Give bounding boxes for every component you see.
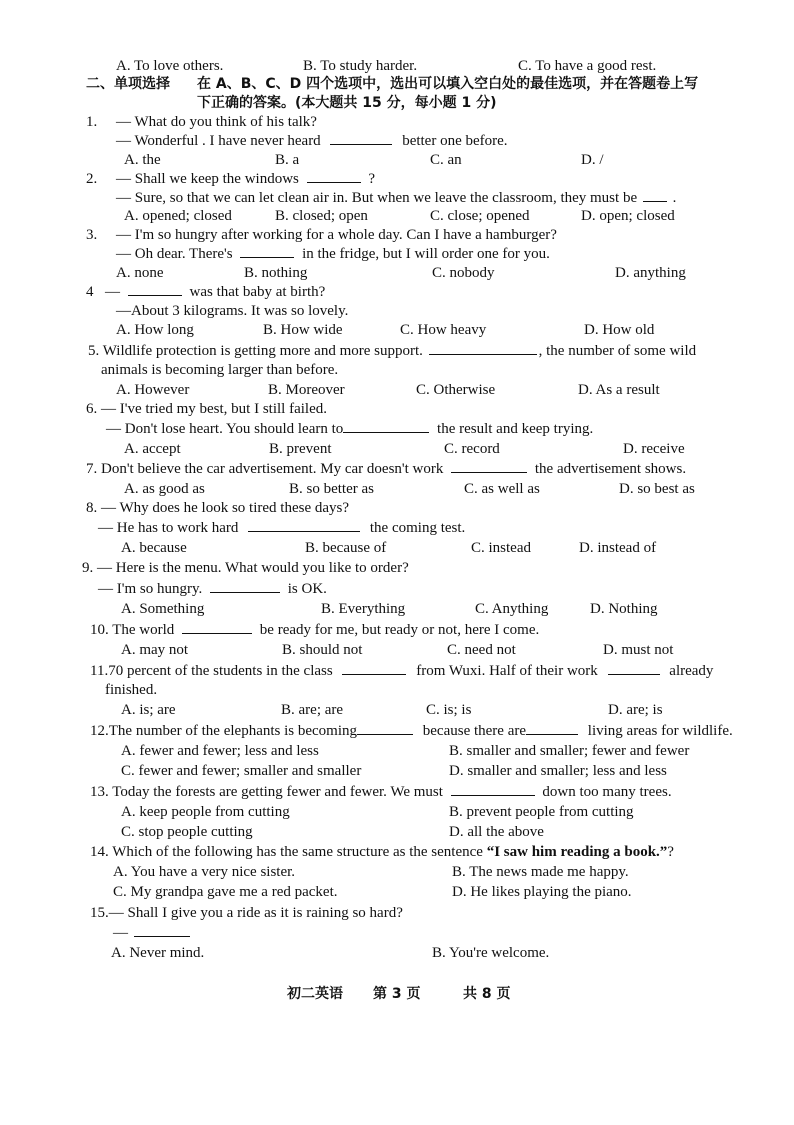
option: D. anything (615, 265, 686, 281)
question-stem: —About 3 kilograms. It was so lovely. (116, 303, 349, 319)
option: C. instead (471, 540, 531, 556)
question-stem: 8. — Why does he look so tired these days? (86, 500, 350, 516)
option: D. smaller and smaller; less and less (449, 763, 667, 779)
answer-blank (342, 662, 406, 675)
question-stem: finished. (105, 682, 158, 698)
stem-text: — He has to work hard (98, 520, 239, 536)
option: B. Moreover (268, 382, 345, 398)
option: D. instead of (579, 540, 657, 556)
stem-text: down too many trees. (542, 784, 672, 800)
question-stem: — I'm so hungry after working for a whole day. Can I have a hamburger? (116, 227, 557, 243)
option: A. the (124, 152, 161, 168)
stem-text: — (105, 284, 120, 300)
option: D. must not (603, 642, 674, 658)
answer-blank (307, 170, 361, 183)
option: B. Everything (321, 601, 406, 617)
stem-text: because there are (422, 723, 527, 739)
question-stem (98, 580, 327, 598)
stem-text: — I'm so hungry. (98, 581, 203, 597)
option: A. as good as (124, 481, 205, 497)
stem-text: the result and keep trying. (437, 421, 594, 437)
stem-text: — Oh dear. There's (116, 246, 233, 262)
stem-text: the coming test. (369, 520, 466, 536)
option: B. prevent people from cutting (449, 804, 634, 820)
question-number: 2. (86, 171, 98, 187)
option: A. opened; closed (124, 208, 232, 224)
answer-blank (128, 283, 182, 296)
answer-blank (643, 189, 667, 202)
option: A. keep people from cutting (121, 804, 290, 820)
option: D. all the above (449, 824, 544, 840)
stem-text: is OK. (287, 581, 327, 597)
option: C. as well as (464, 481, 540, 497)
stem-text: in the fridge, but I will order one for you. (302, 246, 550, 262)
option: A. none (116, 265, 164, 281)
option: A. is; are (121, 702, 176, 718)
question-stem (86, 460, 686, 478)
stem-text: — Shall we keep the windows (116, 171, 299, 187)
option: B. so better as (289, 481, 374, 497)
question-stem (116, 245, 550, 263)
option: A. because (121, 540, 187, 556)
question-stem: 9. — Here is the menu. What would you like to order? (82, 560, 409, 576)
stem-text: 10. The world (90, 622, 175, 638)
question-stem (90, 662, 713, 680)
option: A. Something (121, 601, 205, 617)
option: B. smaller and smaller; fewer and fewer (449, 743, 690, 759)
stem-text: — Wonderful . I have never heard (116, 133, 321, 149)
question-stem: animals is becoming larger than before. (101, 362, 339, 378)
stem-quoted-sentence: “I saw him reading a book.” (486, 844, 668, 860)
option: D. / (581, 152, 604, 168)
option: C. close; opened (430, 208, 530, 224)
option: C. stop people cutting (121, 824, 253, 840)
question-stem (90, 722, 733, 740)
answer-blank (134, 924, 190, 937)
option: D. open; closed (581, 208, 675, 224)
option: D. so best as (619, 481, 695, 497)
answer-blank (357, 722, 413, 735)
stem-text: , the number of some wild (538, 343, 697, 359)
question-stem (88, 342, 696, 360)
option: B. because of (305, 540, 387, 556)
option: A. may not (121, 642, 189, 658)
answer-blank (343, 420, 429, 433)
answer-blank (526, 722, 578, 735)
option: A. However (116, 382, 190, 398)
footer-subject: 初二英语 (287, 986, 343, 1002)
stem-text: — (113, 925, 128, 941)
answer-blank (429, 342, 537, 355)
footer-page-number: 第 3 页 (373, 986, 421, 1002)
option: B. nothing (244, 265, 308, 281)
question-stem (116, 170, 375, 188)
answer-blank (240, 245, 294, 258)
stem-text: living areas for wildlife. (587, 723, 733, 739)
stem-text: 14. Which of the following has the same structure as the sentence (90, 844, 483, 860)
stem-text: — Don't lose heart. You should learn to (106, 421, 344, 437)
option: B. a (275, 152, 300, 168)
option: B. are; are (281, 702, 344, 718)
stem-text: 7. Don't believe the car advertisement. My car doesn't work (86, 461, 444, 477)
option: C. Anything (475, 601, 549, 617)
question-stem (116, 132, 508, 150)
answer-blank (248, 519, 360, 532)
question-stem (90, 621, 539, 639)
stem-text: 11.70 percent of the students in the class (90, 663, 333, 679)
prev-option-a: A. To love others. (116, 58, 224, 74)
question-stem (105, 283, 325, 301)
option: B. prevent (269, 441, 332, 457)
question-number: 3. (86, 227, 98, 243)
option: C. How heavy (400, 322, 487, 338)
option: A. How long (116, 322, 194, 338)
section-instruction-line1: 在 A、B、C、D 四个选项中，选出可以填入空白处的最佳选项，并在答题卷上写 (197, 76, 699, 92)
stem-text: be ready for me, but ready or not, here I come. (259, 622, 540, 638)
option: D. As a result (578, 382, 660, 398)
question-stem: 15.— Shall I give you a ride as it is raining so hard? (90, 905, 403, 921)
stem-text: was that baby at birth? (189, 284, 326, 300)
stem-text: ? (368, 171, 376, 187)
question-stem: — What do you think of his talk? (116, 114, 317, 130)
stem-text: from Wuxi. Half of their work (416, 663, 598, 679)
stem-text: 12.The number of the elephants is becoming (90, 723, 358, 739)
option: A. accept (124, 441, 181, 457)
answer-blank (451, 783, 535, 796)
option: B. closed; open (275, 208, 368, 224)
question-stem (90, 783, 672, 801)
answer-blank (210, 580, 280, 593)
option: B. should not (282, 642, 363, 658)
answer-blank (451, 460, 527, 473)
question-stem (98, 519, 465, 537)
stem-text: ? (667, 844, 674, 860)
stem-text: 5. Wildlife protection is getting more and more support. (88, 343, 423, 359)
footer-total-pages: 共 8 页 (463, 986, 511, 1002)
option: B. The news made me happy. (452, 864, 629, 880)
option: C. an (430, 152, 462, 168)
option: C. is; is (426, 702, 472, 718)
stem-text: already (669, 663, 714, 679)
option: C. My grandpa gave me a red packet. (113, 884, 338, 900)
option: C. fewer and fewer; smaller and smaller (121, 763, 362, 779)
option: A. You have a very nice sister. (113, 864, 296, 880)
option: A. fewer and fewer; less and less (121, 743, 319, 759)
stem-text: . (672, 190, 677, 206)
question-stem (113, 924, 192, 942)
answer-blank (330, 132, 392, 145)
section-instruction-line2: 下正确的答案。(本大题共 15 分，每小题 1 分) (197, 95, 497, 111)
answer-blank (182, 621, 252, 634)
option: C. need not (447, 642, 516, 658)
prev-option-b: B. To study harder. (303, 58, 418, 74)
option: B. How wide (263, 322, 343, 338)
option: C. Otherwise (416, 382, 496, 398)
option: B. You're welcome. (432, 945, 550, 961)
question-stem (106, 420, 593, 438)
question-number: 4 (86, 284, 94, 300)
option: A. Never mind. (111, 945, 205, 961)
stem-text: — Sure, so that we can let clean air in. But when we leave the classroom, they must be (116, 190, 638, 206)
question-stem (90, 843, 674, 861)
option: D. are; is (608, 702, 663, 718)
question-stem (116, 189, 676, 207)
prev-option-c: C. To have a good rest. (518, 58, 657, 74)
option: D. How old (584, 322, 655, 338)
option: D. Nothing (590, 601, 658, 617)
option: D. receive (623, 441, 685, 457)
stem-text: better one before. (402, 133, 508, 149)
answer-blank (608, 662, 660, 675)
question-number: 1. (86, 114, 98, 130)
question-stem: 6. — I've tried my best, but I still failed. (86, 401, 327, 417)
option: D. He likes playing the piano. (452, 884, 632, 900)
option: C. record (444, 441, 500, 457)
option: C. nobody (432, 265, 495, 281)
stem-text: 13. Today the forests are getting fewer and fewer. We must (90, 784, 443, 800)
stem-text: the advertisement shows. (534, 461, 687, 477)
section-heading: 二、单项选择 (86, 76, 170, 92)
